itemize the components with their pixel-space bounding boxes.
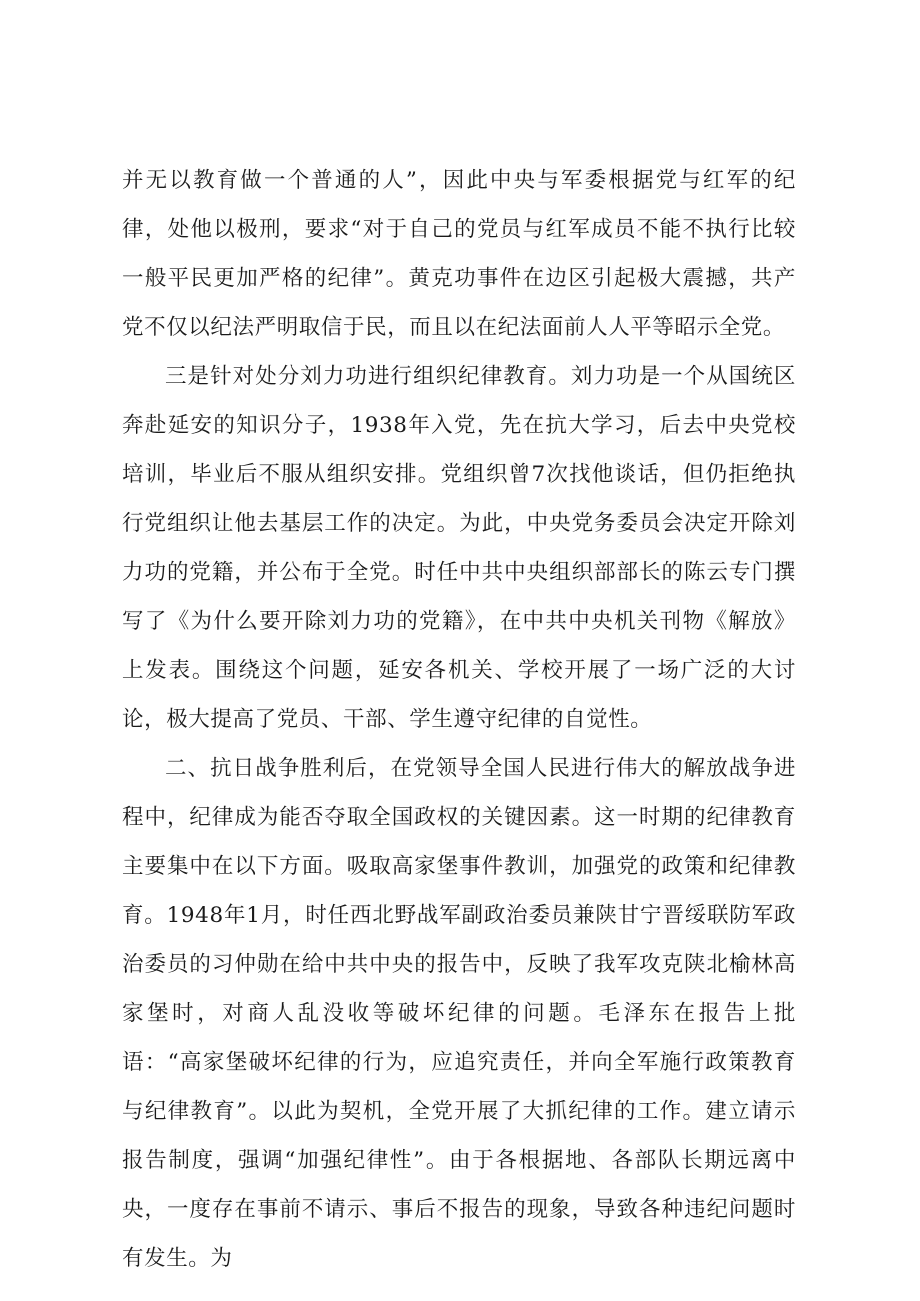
paragraph-3: 二、抗日战争胜利后，在党领导全国人民进行伟大的解放战争进程中，纪律成为能否夺取全国政权的关键因素。这一时期的纪律教育主要集中在以下方面。吸取高家堡事件教训，加强党的政策和纪律教育。1948年1月，时任西北野战军副政治委员兼陕甘宁晋绥联防军政治委员的习仲勋在给中共中央的报告中，反映了我军攻克陕北榆林高家堡时，对商人乱没收等破坏纪律的问题。毛泽东在报告上批语：“高家堡破坏纪律的行为，应追究责任，并向全军施行政策教育与纪律教育”。以此为契机，全党开展了大抓纪律的工作。建立请示报告制度，强调“加强纪律性”。由于各根据地、各部队长期远离中央，一度存在事前不请示、事后不报告的现象，导致各种违纪问题时有发生。为 [122,756,796,1271]
paragraph-1: 并无以教育做一个普通的人”，因此中央与军委根据党与红军的纪律，处他以极刑，要求“对于自己的党员与红军成员不能不执行比较一般平民更加严格的纪律”。黄克功事件在边区引起极大震撼，共产党不仅以纪法严明取信于民，而且以在纪法面前人人平等昭示全党。 [122,168,796,340]
paragraph-2: 三是针对处分刘力功进行组织纪律教育。刘力功是一个从国统区奔赴延安的知识分子，1938年入党，先在抗大学习，后去中央党校培训，毕业后不服从组织安排。党组织曾7次找他谈话，但仍拒绝执行党组织让他去基层工作的决定。为此，中央党务委员会决定开除刘力功的党籍，并公布于全党。时任中共中央组织部部长的陈云专门撰写了《为什么要开除刘力功的党籍》，在中共中央机关刊物《解放》上发表。围绕这个问题，延安各机关、学校开展了一场广泛的大讨论，极大提高了党员、干部、学生遵守纪律的自觉性。 [122,364,796,732]
